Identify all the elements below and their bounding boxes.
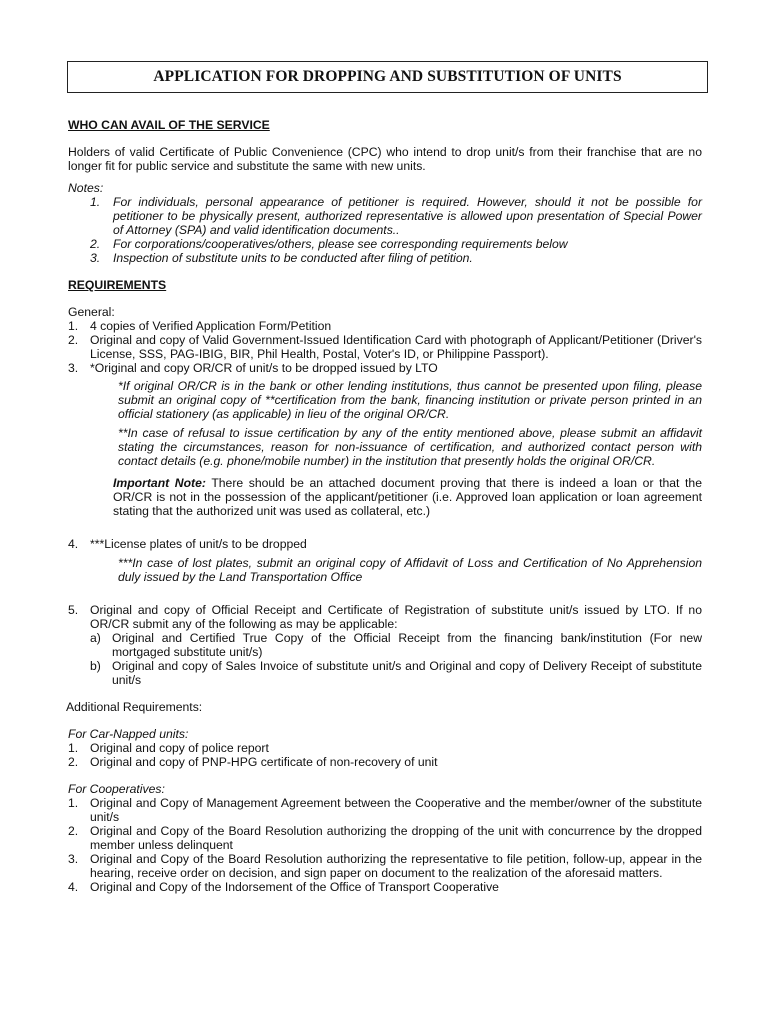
- item-text: Original and copy of Valid Government-Issued Identification Card with photograph of Applicant/Petitioner (Driver's License, SSS, PAG-IBIG, BIR, Phil Health, Postal, Voter's ID, or Philippine Passport).: [90, 333, 702, 361]
- item-number: 1.: [68, 319, 79, 333]
- notes-list: [68, 195, 702, 265]
- item-number: 4.: [68, 880, 79, 894]
- sub-item-indent: [68, 631, 90, 659]
- item-text: ***License plates of unit/s to be dropped: [90, 537, 307, 551]
- coop-item: [68, 852, 702, 880]
- sub-item-letter: a): [90, 631, 101, 645]
- carnapped-item: [68, 755, 702, 769]
- item-number: 4.: [68, 537, 79, 551]
- title-box: [67, 61, 708, 93]
- item-text: Original and Copy of the Board Resolution authorizing the representative to file petition, follow-up, appear in the hearing, receive order on decision, and sign paper on document to the realization of the aforesaid matters.: [90, 852, 702, 880]
- item-number: 5.: [68, 603, 79, 617]
- general-label: General:: [68, 305, 115, 319]
- item-text: Original and copy of Official Receipt and Certificate of Registration of substitute unit/s issued by LTO. If no OR/CR submit any of the following as may be applicable:: [90, 603, 702, 631]
- note-item: [68, 251, 702, 265]
- requirement-item: [68, 603, 702, 631]
- important-note-text: There should be an attached document proving that there is indeed a loan or that the OR/CR is not in the possession of the applicant/petitioner (i.e. Approved loan application or loan agreement stating that the authorized unit was used as collateral, etc.): [113, 476, 702, 518]
- document-title: APPLICATION FOR DROPPING AND SUBSTITUTION OF UNITS: [153, 68, 622, 85]
- note-text: For individuals, personal appearance of petitioner is required. However, should it not be possible for petitioner to be physically present, authorized representative is allowed upon presentation of Special Power of Attorney (SPA) and valid identification documents..: [113, 195, 702, 237]
- sub-item-text: Original and Certified True Copy of the Official Receipt from the financing bank/institution (For new mortgaged substitute unit/s): [112, 631, 702, 659]
- coop-item: [68, 824, 702, 852]
- note-item: [68, 237, 702, 251]
- item3-note-1: *If original OR/CR is in the bank or other lending institutions, thus cannot be presented upon filing, please submit an original copy of **certification from the bank, financing institution or private person printed in an official stationery (as applicable) in lieu of the original OR/CR.: [118, 379, 702, 421]
- item-text: Original and Copy of the Board Resolution authorizing the dropping of the unit with concurrence by the dropped member unless delinquent: [90, 824, 702, 852]
- requirement-item: [68, 361, 702, 375]
- requirement-item: [68, 319, 702, 333]
- item3-note-2: **In case of refusal to issue certification by any of the entity mentioned above, please submit an affidavit stating the circumstances, reason for non-issuance of certification, and authorized contact person with contact details (e.g. phone/mobile number) in the institution that presently holds the original OR/CR.: [118, 426, 702, 468]
- item-text: Original and Copy of Management Agreement between the Cooperative and the member/owner of the substitute unit/s: [90, 796, 702, 824]
- who-heading: WHO CAN AVAIL OF THE SERVICE: [68, 118, 270, 132]
- item-text: *Original and copy OR/CR of unit/s to be dropped issued by LTO: [90, 361, 438, 375]
- carnapped-item: [68, 741, 702, 755]
- coop-item: [68, 880, 702, 894]
- requirements-heading: REQUIREMENTS: [68, 278, 167, 292]
- requirement-item: [68, 333, 702, 361]
- coop-item: [68, 796, 702, 824]
- note-number: 3.: [90, 251, 101, 265]
- item-text: Original and copy of police report: [90, 741, 269, 755]
- who-text: Holders of valid Certificate of Public Convenience (CPC) who intend to drop unit/s from their franchise that are no longer fit for public service and substitute the same with new units.: [68, 145, 702, 173]
- item-number: 2.: [68, 755, 79, 769]
- sub-item: [68, 659, 702, 687]
- additional-label: Additional Requirements:: [66, 700, 203, 714]
- sub-item-indent: [68, 659, 90, 687]
- item4-note: ***In case of lost plates, submit an original copy of Affidavit of Loss and Certification of No Apprehension duly issued by the Land Transportation Office: [118, 556, 702, 584]
- note-item: [68, 195, 702, 237]
- note-text: Inspection of substitute units to be conducted after filing of petition.: [113, 251, 473, 265]
- item-text: 4 copies of Verified Application Form/Petition: [90, 319, 332, 333]
- item-text: Original and Copy of the Indorsement of the Office of Transport Cooperative: [90, 880, 499, 894]
- sub-item-text: Original and copy of Sales Invoice of substitute unit/s and Original and copy of Delivery Receipt of substitute unit/s: [112, 659, 702, 687]
- item-number: 1.: [68, 741, 79, 755]
- item-number: 1.: [68, 796, 79, 810]
- item-number: 2.: [68, 333, 79, 347]
- requirement-item: [68, 537, 702, 551]
- important-note: [68, 476, 702, 518]
- note-number: 2.: [90, 237, 101, 251]
- note-text: For corporations/cooperatives/others, please see corresponding requirements below: [113, 237, 568, 251]
- coop-label: For Cooperatives:: [68, 782, 165, 796]
- document-body: [68, 118, 702, 894]
- item-number: 3.: [68, 852, 79, 866]
- item-number: 3.: [68, 361, 79, 375]
- sub-item: [68, 631, 702, 659]
- sub-item-letter: b): [90, 659, 101, 673]
- carnapped-label: For Car-Napped units:: [68, 727, 189, 741]
- item-number: 2.: [68, 824, 79, 838]
- important-note-label: Important Note:: [113, 476, 206, 490]
- item-text: Original and copy of PNP-HPG certificate of non-recovery of unit: [90, 755, 438, 769]
- notes-label: Notes:: [68, 181, 104, 195]
- note-number: 1.: [90, 195, 101, 209]
